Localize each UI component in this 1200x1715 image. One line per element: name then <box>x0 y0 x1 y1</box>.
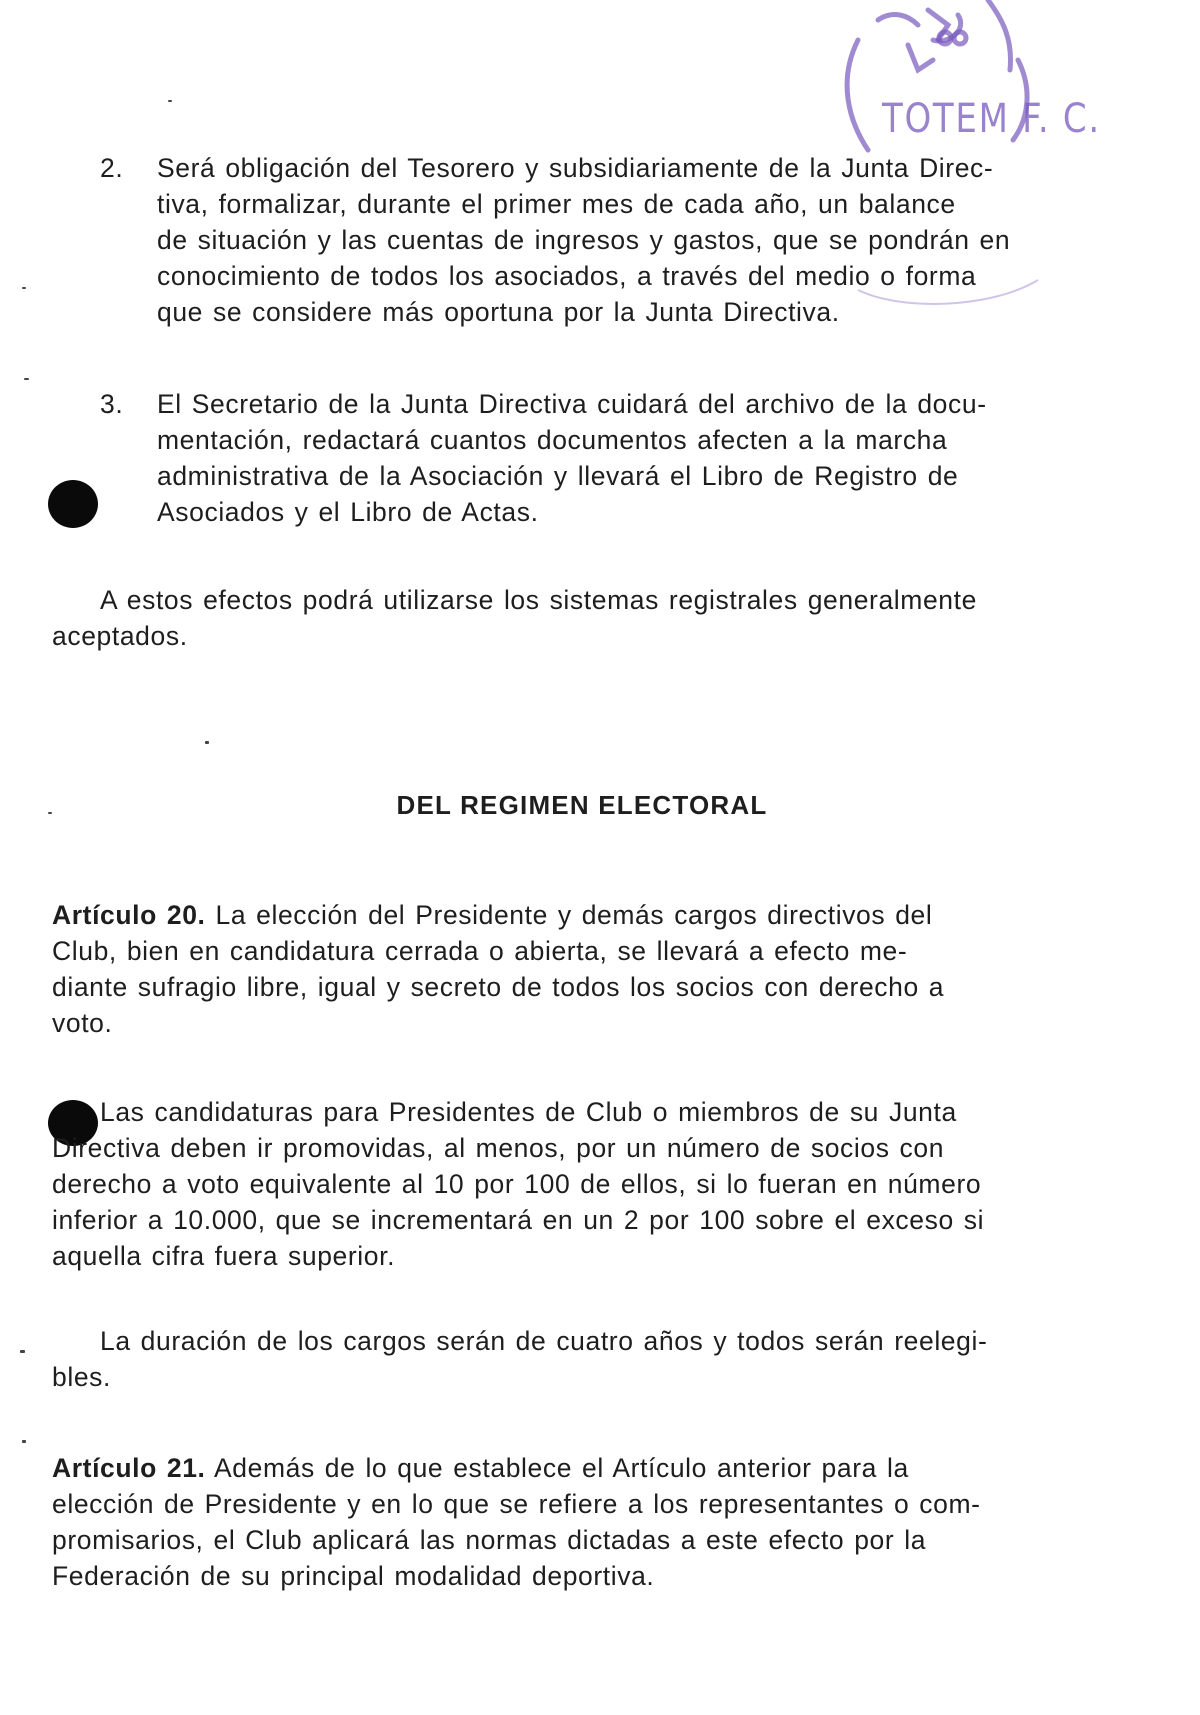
article-21 <box>52 1450 1112 1594</box>
article-label: Artículo 20. <box>52 900 206 930</box>
text-line: Federación de su principal modalidad deportiva. <box>52 1561 655 1591</box>
text-line: La duración de los cargos serán de cuatro años y todos serán reelegi- <box>100 1326 988 1356</box>
text-line: Directiva deben ir promovidas, al menos, por un número de socios con <box>52 1133 945 1163</box>
text-line: promisarios, el Club aplicará las normas dictadas a este efecto por la <box>52 1525 927 1555</box>
text-line: La elección del Presidente y demás cargos directivos del <box>215 900 933 930</box>
paragraph-registral-systems <box>52 582 1112 654</box>
text-line: voto. <box>52 1008 113 1038</box>
stamp-text: TOTEM F. C. <box>882 96 1101 142</box>
list-number: 3. <box>100 389 124 419</box>
text-line: derecho a voto equivalente al 10 por 100 de ellos, si lo fueran en número <box>52 1169 982 1199</box>
text-line: Asociados y el Libro de Actas. <box>157 497 539 527</box>
scan-speck <box>205 741 209 744</box>
text-line: A estos efectos podrá utilizarse los sistemas registrales generalmente <box>100 585 977 615</box>
text-line: bles. <box>52 1362 111 1392</box>
scan-speck <box>168 100 172 102</box>
list-number: 2. <box>100 153 124 183</box>
scan-speck <box>20 1350 25 1353</box>
list-item-2 <box>100 150 1112 330</box>
text-line: mentación, redactará cuantos documentos afecten a la marcha <box>157 425 948 455</box>
text-line: Será obligación del Tesorero y subsidiariamente de la Junta Direc- <box>157 153 994 183</box>
article-20 <box>52 897 1112 1041</box>
text-line: elección de Presidente y en lo que se refiere a los representantes o com- <box>52 1489 981 1519</box>
scan-speck <box>24 378 29 380</box>
text-line: Club, bien en candidatura cerrada o abierta, se llevará a efecto me- <box>52 936 908 966</box>
section-title: DEL REGIMEN ELECTORAL <box>396 790 768 820</box>
text-line: aceptados. <box>52 621 188 651</box>
text-line: conocimiento de todos los asociados, a través del medio o forma <box>157 261 977 291</box>
scan-speck <box>22 1440 26 1443</box>
text-line: Las candidaturas para Presidentes de Club o miembros de su Junta <box>100 1097 957 1127</box>
text-line: Además de lo que establece el Artículo anterior para la <box>214 1453 909 1483</box>
article-label: Artículo 21. <box>52 1453 206 1483</box>
text-line: El Secretario de la Junta Directiva cuidará del archivo de la docu- <box>157 389 987 419</box>
text-line: que se considere más oportuna por la Junta Directiva. <box>157 297 840 327</box>
text-line: diante sufragio libre, igual y secreto de todos los socios con derecho a <box>52 972 945 1002</box>
scan-speck <box>22 287 26 289</box>
text-line: de situación y las cuentas de ingresos y gastos, que se pondrán en <box>157 225 1011 255</box>
text-line: inferior a 10.000, que se incrementará en un 2 por 100 sobre el exceso si <box>52 1205 985 1235</box>
paragraph-term-duration <box>52 1323 1112 1395</box>
text-line: administrativa de la Asociación y llevará el Libro de Registro de <box>157 461 959 491</box>
text-line: tiva, formalizar, durante el primer mes de cada año, un balance <box>157 189 956 219</box>
text-line: aquella cifra fuera superior. <box>52 1241 396 1271</box>
hole-punch <box>48 480 98 528</box>
list-item-3 <box>100 386 1112 530</box>
paragraph-candidacies <box>52 1094 1112 1274</box>
